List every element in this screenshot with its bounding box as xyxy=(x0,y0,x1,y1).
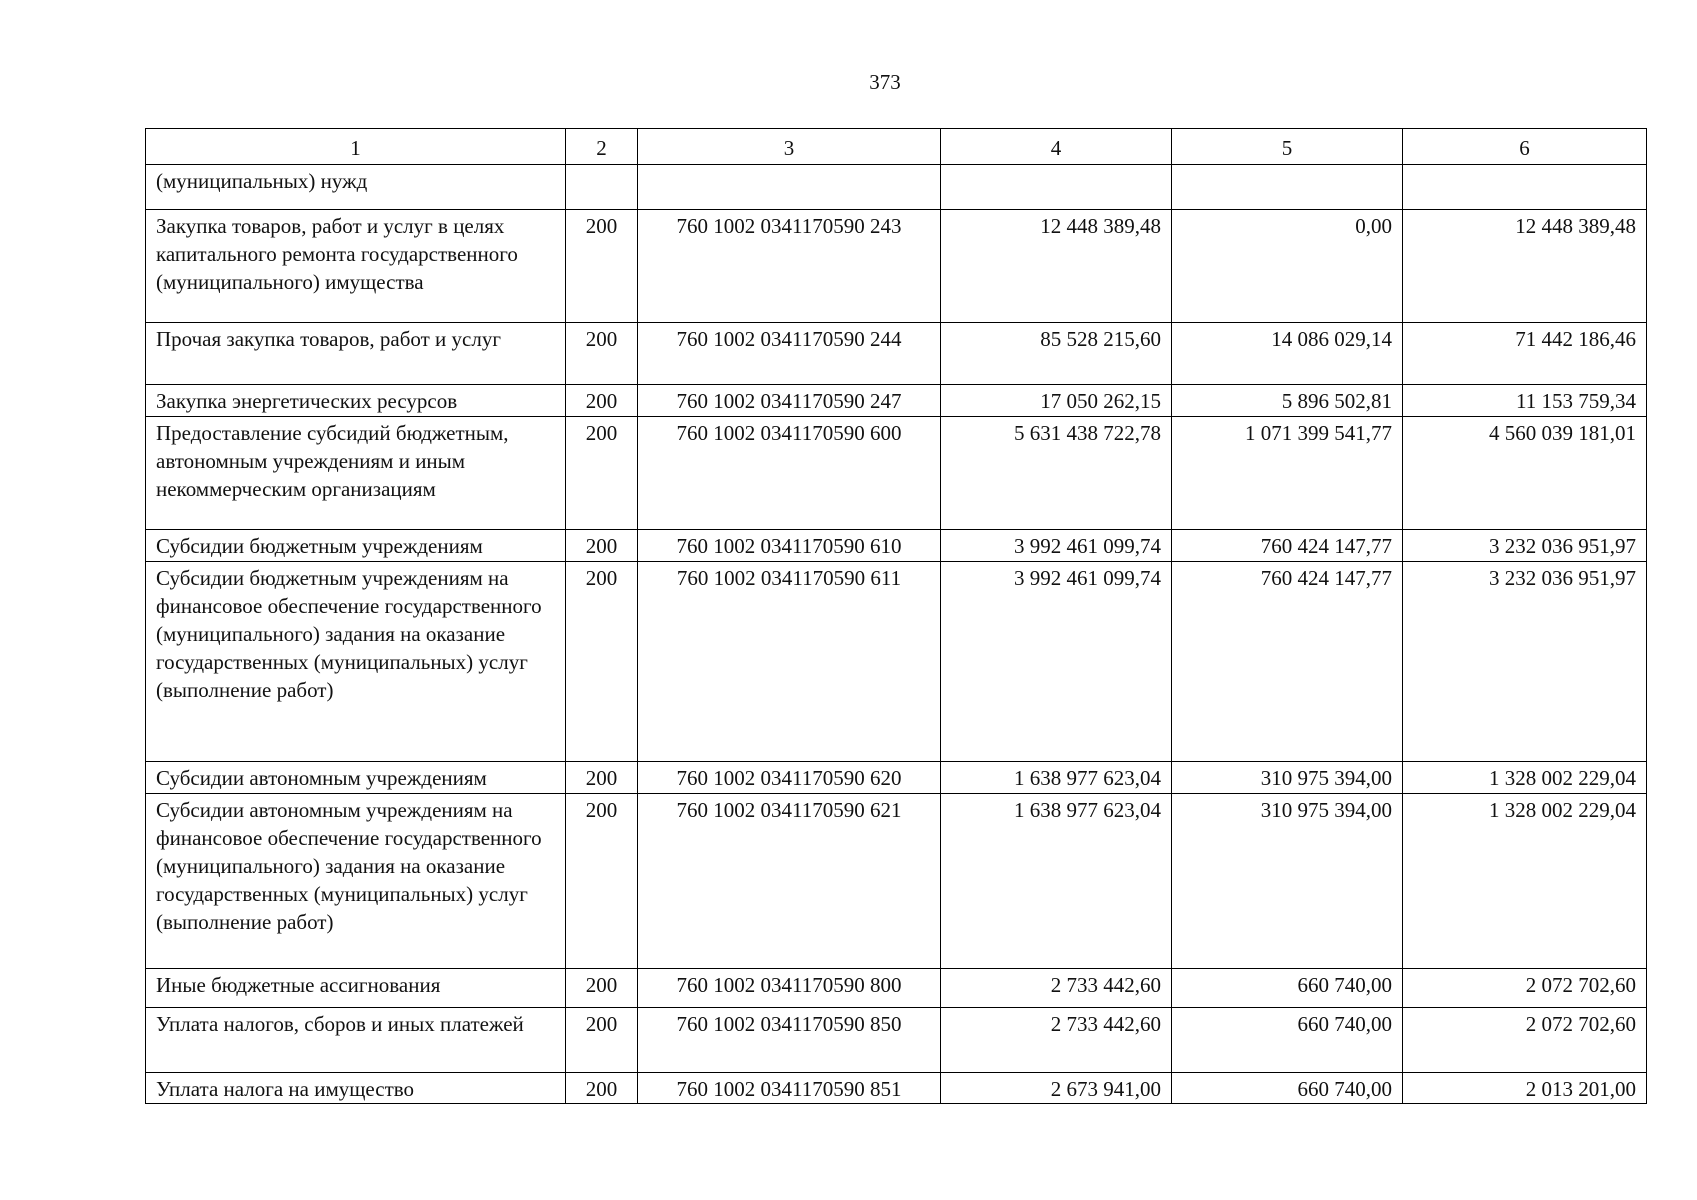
cell-name: Прочая закупка товаров, работ и услуг xyxy=(146,323,566,385)
page-number: 373 xyxy=(869,70,901,94)
table-header-row xyxy=(146,129,1647,165)
cell-amount-approved: 2 733 442,60 xyxy=(941,1008,1172,1073)
cell-line-code xyxy=(566,165,638,210)
cell-amount-approved: 2 673 941,00 xyxy=(941,1073,1172,1104)
cell-line-code: 200 xyxy=(566,530,638,562)
table-row xyxy=(146,1073,1647,1104)
table-row xyxy=(146,1008,1647,1073)
cell-amount-executed: 1 071 399 541,77 xyxy=(1172,417,1403,530)
cell-classifier-code: 760 1002 0341170590 800 xyxy=(638,969,941,1008)
cell-amount-unexecuted: 2 013 201,00 xyxy=(1403,1073,1647,1104)
cell-amount-executed: 760 424 147,77 xyxy=(1172,562,1403,762)
cell-amount-unexecuted: 3 232 036 951,97 xyxy=(1403,530,1647,562)
cell-name: Уплата налога на имущество xyxy=(146,1073,566,1104)
cell-classifier-code: 760 1002 0341170590 851 xyxy=(638,1073,941,1104)
table-row xyxy=(146,762,1647,794)
cell-amount-approved: 3 992 461 099,74 xyxy=(941,562,1172,762)
cell-amount-unexecuted: 11 153 759,34 xyxy=(1403,385,1647,417)
cell-amount-approved: 2 733 442,60 xyxy=(941,969,1172,1008)
cell-line-code: 200 xyxy=(566,323,638,385)
cell-amount-unexecuted xyxy=(1403,165,1647,210)
cell-amount-approved: 5 631 438 722,78 xyxy=(941,417,1172,530)
cell-classifier-code: 760 1002 0341170590 244 xyxy=(638,323,941,385)
cell-classifier-code: 760 1002 0341170590 611 xyxy=(638,562,941,762)
cell-name: (муниципальных) нужд xyxy=(146,165,566,210)
cell-amount-executed xyxy=(1172,165,1403,210)
cell-amount-approved xyxy=(941,165,1172,210)
column-header: 3 xyxy=(638,129,941,165)
table-row xyxy=(146,530,1647,562)
cell-amount-unexecuted: 4 560 039 181,01 xyxy=(1403,417,1647,530)
cell-amount-approved: 1 638 977 623,04 xyxy=(941,762,1172,794)
cell-amount-executed: 760 424 147,77 xyxy=(1172,530,1403,562)
table-row xyxy=(146,562,1647,762)
cell-amount-executed: 0,00 xyxy=(1172,210,1403,323)
table-row xyxy=(146,323,1647,385)
cell-amount-approved: 85 528 215,60 xyxy=(941,323,1172,385)
budget-table xyxy=(145,128,1647,1104)
column-header: 2 xyxy=(566,129,638,165)
cell-amount-approved: 17 050 262,15 xyxy=(941,385,1172,417)
cell-line-code: 200 xyxy=(566,562,638,762)
cell-classifier-code: 760 1002 0341170590 243 xyxy=(638,210,941,323)
cell-line-code: 200 xyxy=(566,794,638,969)
cell-amount-executed: 5 896 502,81 xyxy=(1172,385,1403,417)
cell-line-code: 200 xyxy=(566,210,638,323)
table-row xyxy=(146,210,1647,323)
column-header: 6 xyxy=(1403,129,1647,165)
table-row xyxy=(146,417,1647,530)
column-header: 4 xyxy=(941,129,1172,165)
table-row xyxy=(146,794,1647,969)
cell-amount-unexecuted: 1 328 002 229,04 xyxy=(1403,762,1647,794)
cell-amount-executed: 310 975 394,00 xyxy=(1172,794,1403,969)
table-body xyxy=(146,165,1647,1104)
cell-amount-executed: 310 975 394,00 xyxy=(1172,762,1403,794)
cell-amount-unexecuted: 2 072 702,60 xyxy=(1403,969,1647,1008)
cell-classifier-code xyxy=(638,165,941,210)
cell-amount-executed: 660 740,00 xyxy=(1172,969,1403,1008)
cell-amount-unexecuted: 12 448 389,48 xyxy=(1403,210,1647,323)
cell-name: Субсидии автономным учреждениям xyxy=(146,762,566,794)
cell-name: Субсидии бюджетным учреждениям xyxy=(146,530,566,562)
cell-amount-unexecuted: 71 442 186,46 xyxy=(1403,323,1647,385)
cell-name: Закупка энергетических ресурсов xyxy=(146,385,566,417)
cell-name: Субсидии бюджетным учреждениям на финансовое обеспечение государственного (муниципального) задания на оказание государственных (муниципальных) услуг (выполнение работ) xyxy=(146,562,566,762)
cell-line-code: 200 xyxy=(566,385,638,417)
cell-amount-approved: 12 448 389,48 xyxy=(941,210,1172,323)
column-header: 5 xyxy=(1172,129,1403,165)
cell-amount-unexecuted: 2 072 702,60 xyxy=(1403,1008,1647,1073)
cell-amount-approved: 1 638 977 623,04 xyxy=(941,794,1172,969)
table-row xyxy=(146,165,1647,210)
table-row xyxy=(146,385,1647,417)
cell-line-code: 200 xyxy=(566,417,638,530)
cell-amount-unexecuted: 3 232 036 951,97 xyxy=(1403,562,1647,762)
cell-classifier-code: 760 1002 0341170590 850 xyxy=(638,1008,941,1073)
cell-classifier-code: 760 1002 0341170590 610 xyxy=(638,530,941,562)
cell-classifier-code: 760 1002 0341170590 620 xyxy=(638,762,941,794)
cell-name: Закупка товаров, работ и услуг в целях капитального ремонта государственного (муниципального) имущества xyxy=(146,210,566,323)
cell-amount-approved: 3 992 461 099,74 xyxy=(941,530,1172,562)
cell-line-code: 200 xyxy=(566,1008,638,1073)
cell-line-code: 200 xyxy=(566,969,638,1008)
cell-line-code: 200 xyxy=(566,1073,638,1104)
cell-amount-executed: 660 740,00 xyxy=(1172,1008,1403,1073)
cell-amount-unexecuted: 1 328 002 229,04 xyxy=(1403,794,1647,969)
cell-name: Субсидии автономным учреждениям на финансовое обеспечение государственного (муниципального) задания на оказание государственных (муниципальных) услуг (выполнение работ) xyxy=(146,794,566,969)
cell-name: Уплата налогов, сборов и иных платежей xyxy=(146,1008,566,1073)
cell-classifier-code: 760 1002 0341170590 621 xyxy=(638,794,941,969)
table-row xyxy=(146,969,1647,1008)
cell-name: Иные бюджетные ассигнования xyxy=(146,969,566,1008)
cell-amount-executed: 660 740,00 xyxy=(1172,1073,1403,1104)
cell-name: Предоставление субсидий бюджетным, автономным учреждениям и иным некоммерческим организациям xyxy=(146,417,566,530)
cell-classifier-code: 760 1002 0341170590 600 xyxy=(638,417,941,530)
cell-classifier-code: 760 1002 0341170590 247 xyxy=(638,385,941,417)
cell-amount-executed: 14 086 029,14 xyxy=(1172,323,1403,385)
cell-line-code: 200 xyxy=(566,762,638,794)
column-header: 1 xyxy=(146,129,566,165)
